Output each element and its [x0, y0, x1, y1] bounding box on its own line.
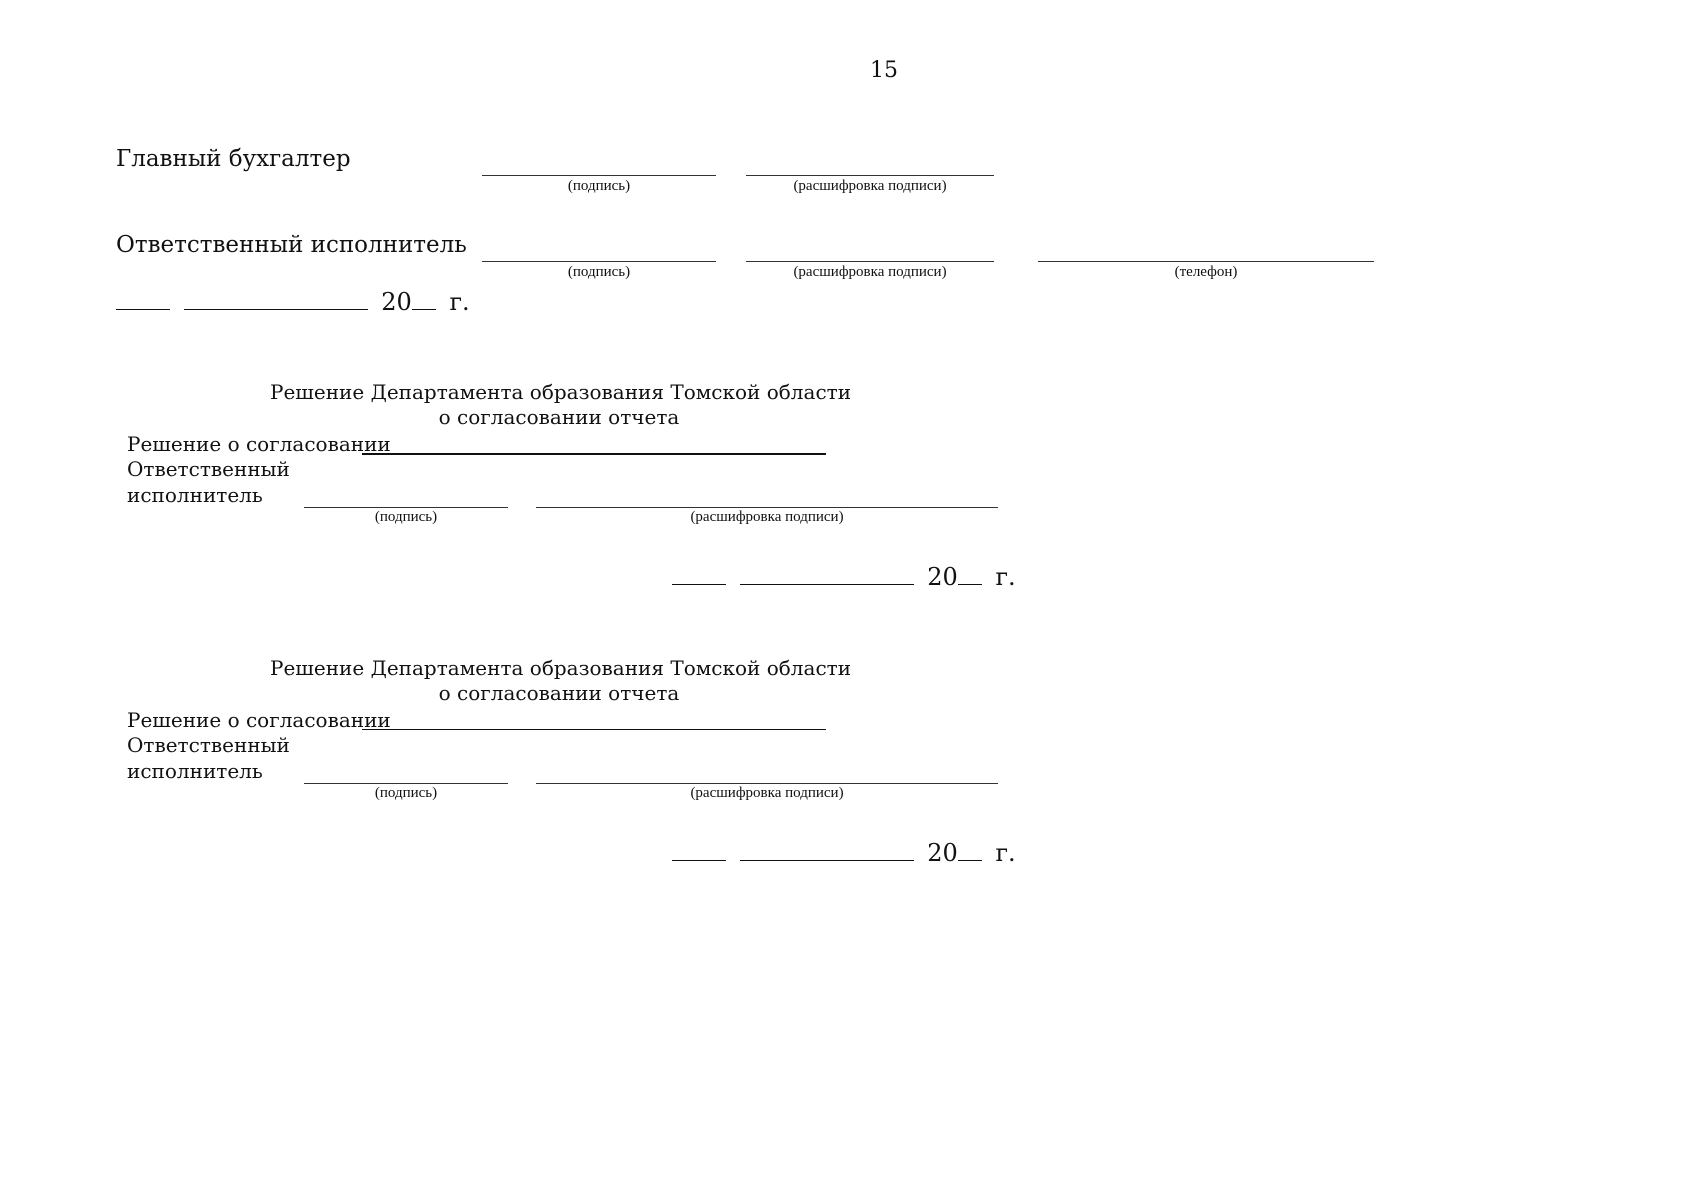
signature-caption: (подпись) — [374, 509, 438, 525]
signature-caption: (подпись) — [567, 178, 631, 194]
date-line — [672, 563, 1016, 591]
decision-line — [362, 729, 826, 730]
decision-title-line2: о согласовании отчета — [438, 681, 680, 705]
responsible-label-line2: исполнитель — [127, 483, 263, 507]
year-suffix: г. — [995, 563, 1016, 591]
page-number: 15 — [870, 58, 898, 83]
signature-caption: (подпись) — [567, 264, 631, 280]
decoding-caption: (расшифровка подписи) — [690, 785, 844, 801]
decision-signature-line — [304, 507, 508, 508]
day-blank — [116, 289, 170, 310]
responsible-label-line1: Ответственный — [127, 457, 290, 481]
year-suffix: г. — [449, 288, 470, 316]
day-blank — [672, 840, 726, 861]
responsible-phone-line — [1038, 261, 1374, 262]
responsible-executor-label: Ответственный исполнитель — [116, 232, 467, 258]
responsible-label-line2: исполнитель — [127, 759, 263, 783]
year-blank — [412, 289, 436, 310]
year-blank — [958, 564, 982, 585]
decision-label: Решение о согласовании — [127, 432, 391, 456]
decoding-caption: (расшифровка подписи) — [690, 509, 844, 525]
decision-title-line1: Решение Департамента образования Томской области — [270, 656, 852, 680]
decision-title-line2: о согласовании отчета — [438, 405, 680, 429]
phone-caption: (телефон) — [1174, 264, 1238, 280]
decision-decoding-line — [536, 783, 998, 784]
responsible-label-line1: Ответственный — [127, 733, 290, 757]
decoding-caption: (расшифровка подписи) — [793, 178, 947, 194]
chief-accountant-signature-line — [482, 175, 716, 176]
month-blank — [740, 840, 914, 861]
year-suffix: г. — [995, 839, 1016, 867]
chief-accountant-label: Главный бухгалтер — [116, 146, 351, 172]
responsible-signature-line — [482, 261, 716, 262]
date-line — [116, 288, 470, 316]
year-blank — [958, 840, 982, 861]
decision-label: Решение о согласовании — [127, 708, 391, 732]
date-line — [672, 839, 1016, 867]
responsible-decoding-line — [746, 261, 994, 262]
decoding-caption: (расшифровка подписи) — [793, 264, 947, 280]
year-prefix: 20 — [381, 288, 412, 316]
year-prefix: 20 — [927, 563, 958, 591]
decision-title-line1: Решение Департамента образования Томской области — [270, 380, 852, 404]
day-blank — [672, 564, 726, 585]
decision-decoding-line — [536, 507, 998, 508]
year-prefix: 20 — [927, 839, 958, 867]
decision-line — [362, 453, 826, 455]
month-blank — [184, 289, 368, 310]
chief-accountant-decoding-line — [746, 175, 994, 176]
decision-signature-line — [304, 783, 508, 784]
month-blank — [740, 564, 914, 585]
signature-caption: (подпись) — [374, 785, 438, 801]
